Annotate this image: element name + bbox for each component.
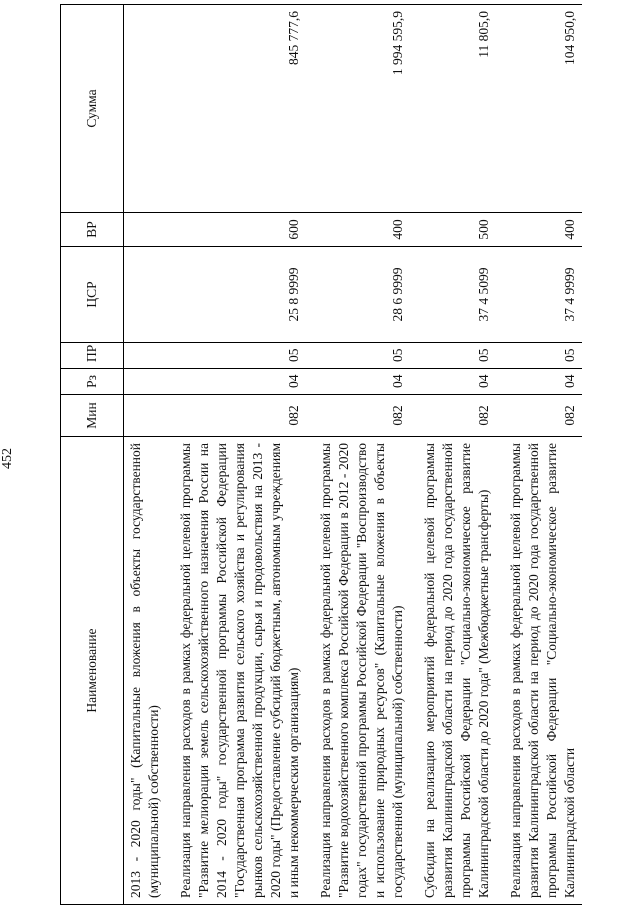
row-sum: 104 950,0 <box>504 5 582 213</box>
row-name: Реализация направления расходов в рамках федеральной целевой программы "Развитие мелиорации земель сельскохозяйственного назначения России на 2014 - 2020 годы" государственной программы Российской Федерации "Государственная программа развития сельского хозяйства и регулирования рынков сельскохозяйственной продукции, сырья и продовольствия на 2013 - 2020 годы" (Предоставление субсидий бюджетным, автономным учреждениям и иным некоммерческим организациям) <box>174 437 306 905</box>
row-spacer <box>496 5 504 905</box>
table-row <box>174 5 306 905</box>
row-rz: 04 <box>314 369 410 395</box>
row-rz: 04 <box>174 369 306 395</box>
row-csr: 28 6 9999 <box>314 247 410 343</box>
row-pr: 05 <box>418 343 496 369</box>
rotated-page-content <box>60 0 620 905</box>
row-sum: 11 805,0 <box>418 5 496 213</box>
row-vr: 500 <box>418 213 496 247</box>
row-min: 082 <box>418 395 496 437</box>
row-min: 082 <box>314 395 410 437</box>
header-vr: ВР <box>61 213 124 247</box>
row-vr: 600 <box>174 213 306 247</box>
page-number: 452 <box>0 448 15 469</box>
header-pr: ПР <box>61 343 124 369</box>
row-name: Субсидии на реализацию мероприятий федеральной целевой программы развития Калининградской области на период до 2020 года государственной программы Российской Федерации "Социально-экономическое развитие Калининградской области до 2020 года" (Межбюджетные трансферты) <box>418 437 496 905</box>
header-csr: ЦСР <box>61 247 124 343</box>
table-row <box>314 5 410 905</box>
row-name: Реализация направления расходов в рамках федеральной целевой программы развития Калининградской области на период до 2020 года государственной программы Российской Федерации "Социально-экономическое развитие Калининградской области <box>504 437 582 905</box>
row-sum <box>124 5 167 213</box>
row-csr: 37 4 5099 <box>418 247 496 343</box>
header-name: Наименование <box>61 437 124 905</box>
row-pr: 05 <box>314 343 410 369</box>
row-csr <box>124 247 167 343</box>
table-row <box>418 5 496 905</box>
row-spacer <box>166 5 174 905</box>
row-sum: 845 777,6 <box>174 5 306 213</box>
budget-table <box>60 4 582 905</box>
header-min: Мин <box>61 395 124 437</box>
table-row <box>504 5 582 905</box>
row-vr <box>124 213 167 247</box>
row-rz: 04 <box>418 369 496 395</box>
row-rz: 04 <box>504 369 582 395</box>
row-pr <box>124 343 167 369</box>
row-spacer <box>410 5 418 905</box>
header-rz: Рз <box>61 369 124 395</box>
header-sum: Сумма <box>61 5 124 213</box>
row-csr: 37 4 9999 <box>504 247 582 343</box>
row-min <box>124 395 167 437</box>
row-vr: 400 <box>504 213 582 247</box>
row-min: 082 <box>174 395 306 437</box>
row-min: 082 <box>504 395 582 437</box>
row-pr: 05 <box>174 343 306 369</box>
row-csr: 25 8 9999 <box>174 247 306 343</box>
row-spacer <box>306 5 314 905</box>
row-vr: 400 <box>314 213 410 247</box>
table-row <box>124 5 167 905</box>
table-header-row <box>61 5 124 905</box>
row-pr: 05 <box>504 343 582 369</box>
row-sum: 1 994 595,9 <box>314 5 410 213</box>
row-name: Реализация направления расходов в рамках федеральной целевой программы "Развитие водохозяйственного комплекса Российской Федерации в 2012 - 2020 годах" государственной программы Российской Федерации "Воспроизводство и использование природных ресурсов" (Капитальные вложения в объекты государственной (муниципальной) собственности) <box>314 437 410 905</box>
row-name: 2013 - 2020 годы" (Капитальные вложения в объекты государственной (муниципальной) собственности) <box>124 437 167 905</box>
row-rz <box>124 369 167 395</box>
